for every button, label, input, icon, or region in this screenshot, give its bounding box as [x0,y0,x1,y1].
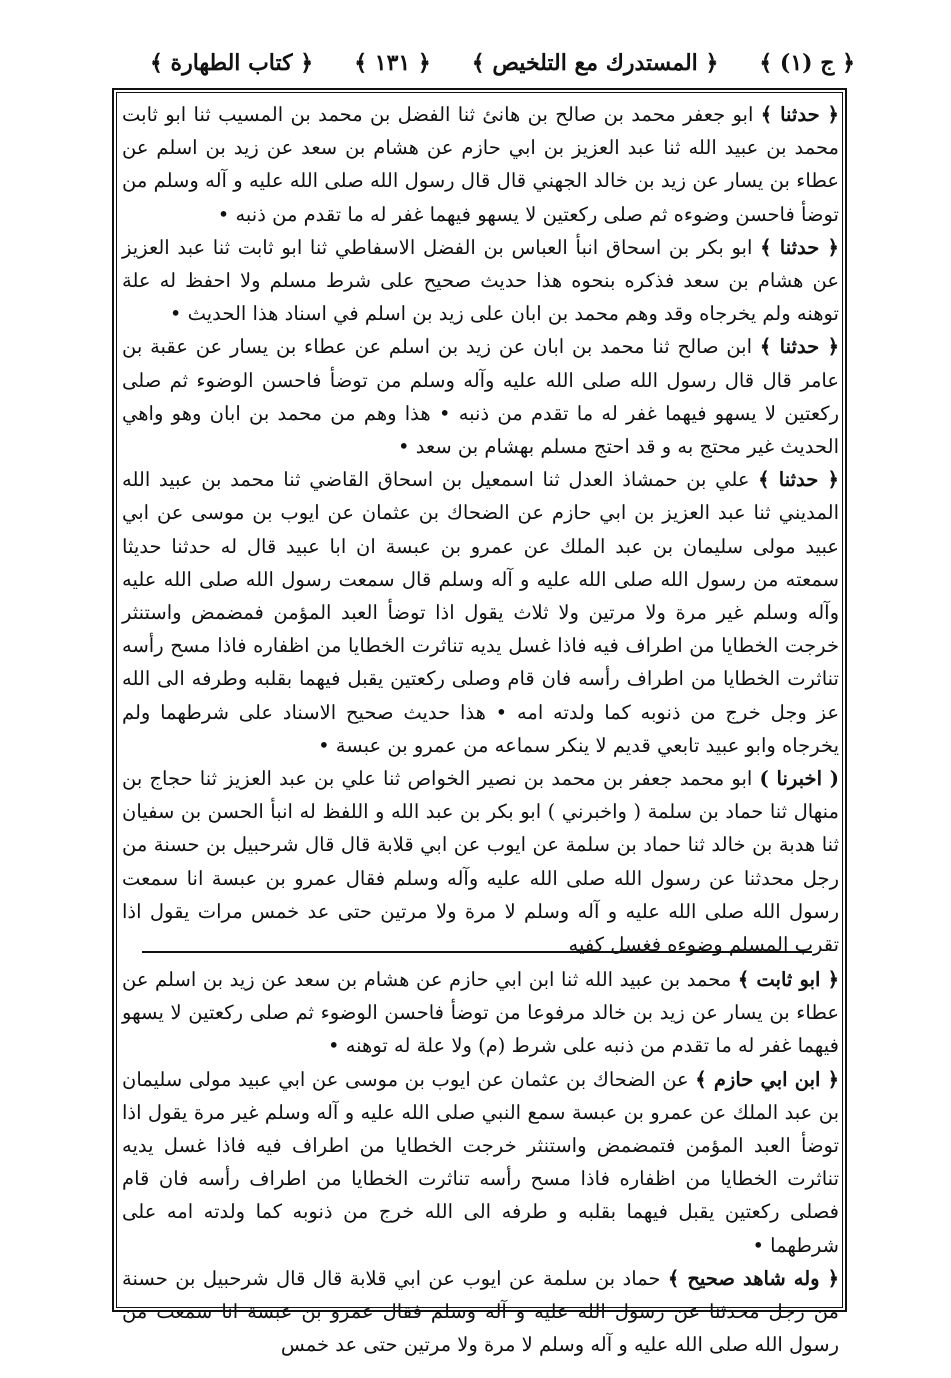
page-number: ﴿ ١٣١ ﴾ [354,50,431,76]
paragraph-body: علي بن حمشاذ العدل ثنا اسمعيل بن اسحاق القاضي ثنا محمد بن عبيد الله المديني ثنا عبد العزيز بن ابي حازم عن الضحاك بن عثمان عن ايوب بن موسى عن ابي عبيد مولى سليمان بن عبد الملك عن عمرو بن عبسة ان ابا عبيد قال له حدثنا حديثا سمعته من رسول الله صلى الله عليه و آله وسلم قال سمعت رسول الله صلى الله عليه وآله وسلم غير مرة ولا مرتين ولا ثلاث يقول اذا توضأ العبد المؤمن فمضمض واستنثر خرجت الخطايا من اطراف فيه فاذا غسل يديه تناثرت الخطايا من اظفاره فاذا مسح رأسه تناثرت الخطايا من اطراف رأسه فان قام وصلى ركعتين يقبل فيهما بقلبه وطرفه الى الله عز وجل خرج من ذنوبه كما ولدته امه • هذا حديث صحيح الاسناد على شرطهما ولم يخرجاه وابو عبيد تابعي قديم لا ينكر سماعه من عمرو بن عبسة • [122,468,839,757]
paragraph-lead: ( اخبرنا ) [759,767,839,791]
paragraph-lead: ﴿ حدثنا ﴾ [758,468,839,492]
paragraph-lead: ﴿ حدثنا ﴾ [760,235,839,259]
paragraph-body: حماد بن سلمة عن ايوب عن ابي قلابة قال قال شرحبيل بن حسنة من رجل محدثنا عن رسول الله عليه و آله وسلم فقال عمرو بن عبسة انا سمعت من رسول الله صلى الله عليه و آله وسلم لا مرة ولا مرتين حتى عد خمس [122,1266,839,1357]
paragraph-lead: ﴿ ابن ابي حازم ﴾ [695,1067,839,1091]
running-header [150,38,855,88]
summary-paragraph [122,1063,839,1262]
hadith-paragraph [122,463,839,762]
book-title: ﴿ المستدرك مع التلخيص ﴾ [471,50,719,76]
paragraph-body: ابو بكر بن اسحاق انبأ العباس بن الفضل الاسفاطي ثنا ابو ثابت ثنا عبد العزيز عن هشام بن سعد فذكره بنحوه هذا حديث صحيح على شرط مسلم ولا احفظ له علة توهنه ولم يخرجاه وقد وهم محمد بن ابان على زيد بن اسلم في اسناد هذا الحديث • [122,235,839,326]
summary-text [122,963,839,1361]
paragraph-lead: ﴿ وله شاهد صحيح ﴾ [667,1266,839,1290]
paragraph-body: ابو جعفر محمد بن صالح بن هانئ ثنا الفضل بن محمد بن المسيب ثنا ابو ثابت محمد بن عبيد الله ثنا عبد العزيز بن ابي حازم عن هشام بن سعد عن زيد بن اسلم عن عطاء بن يسار عن زيد بن خالد الجهني قال قال رسول الله صلى الله عليه و آله وسلم من توضأ فاحسن وضوءه ثم صلى ركعتين لا يسهو فيهما غفر له ما تقدم من ذنبه • [122,103,839,226]
hadith-paragraph [122,231,839,331]
summary-paragraph [122,963,839,1063]
paragraph-lead: ﴿ حدثنا ﴾ [759,335,839,359]
hadith-paragraph [122,330,839,463]
paragraph-body: ابن صالح ثنا محمد بن ابان عن زيد بن اسلم عن عطاء بن يسار عن عقبة بن عامر قال قال رسول الله صلى الله عليه وآله وسلم من توضأ فاحسن الوضوء ثم صلى ركعتين لا يسهو فيهما غفر له ما تقدم من ذنبه • هذا وهم من محمد بن ابان وهو واهي الحديث غير محتج به و قد احتج مسلم بهشام بن سعد • [122,335,839,459]
section-divider [142,951,812,953]
hadith-paragraph [122,98,839,231]
paragraph-body: عن الضحاك بن عثمان عن ايوب بن موسى عن ابي عبيد مولى سليمان بن عبد الملك عن عمرو بن عبسة سمع النبي صلى الله عليه و آله وسلم غير مرة يقول اذا توضأ العبد المؤمن فتمضمض واستنثر خرجت الخطايا من اطراف فيه فاذا غسل يديه تناثرت الخطايا من اظفاره فاذا مسح رأسه تناثرت الخطايا من اطراف رأسه فان قام فصلى ركعتين يقبل فيهما بقلبه و طرفه الى الله خرج من ذنوبه كما ولدته امه على شرطهما • [122,1067,839,1257]
paragraph-body: محمد بن عبيد الله ثنا ابن ابي حازم عن هشام بن سعد عن زيد بن اسلم عن عطاء بن يسار عن زيد بن خالد مرفوعا من توضأ فاحسن الوضوء ثم صلى ركعتين لا يسهو فيهما غفر له ما تقدم من ذنبه على شرط (م) ولا علة له توهنه • [122,968,839,1058]
paragraph-body: ابو محمد جعفر بن محمد بن نصير الخواص ثنا علي بن عبد العزيز ثنا حجاج بن منهال ثنا حماد بن سلمة ( واخبرني ) ابو بكر بن عبد الله و اللفظ له انبأ الحسن بن سفيان ثنا هدبة بن خالد ثنا حماد بن سلمة عن ايوب عن ابي قلابة قال قال شرحبيل بن حسنة من رجل محدثنا عن رسول الله صلى الله عليه وآله وسلم فقال عمرو بن عبسة انا سمعت رسول الله صلى الله عليه و آله وسلم لا مرة ولا مرتين حتى عد خمس مرات يقول اذا تقرب المسلم وضوءه فغسل كفيه [122,767,839,957]
section-title: ﴿ كتاب الطهارة ﴾ [150,50,314,76]
summary-paragraph [122,1262,839,1362]
paragraph-lead: ﴿ ابو ثابت ﴾ [737,968,839,991]
paragraph-lead: ﴿ حدثنا ﴾ [760,103,839,126]
hadith-paragraph [122,762,839,961]
volume-label: ﴿ ج (١) ﴾ [759,50,855,76]
main-text [122,98,839,961]
